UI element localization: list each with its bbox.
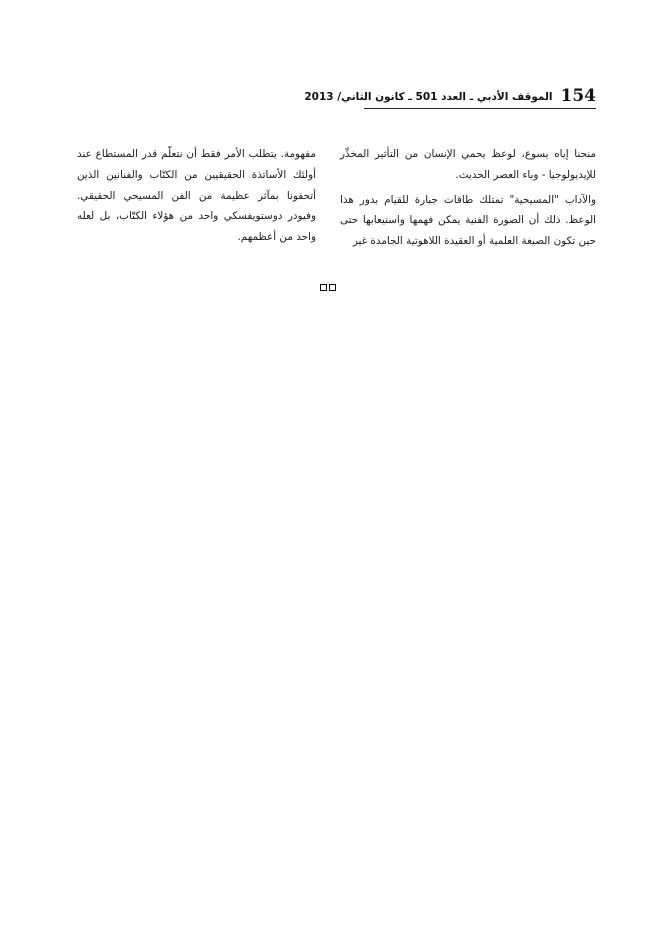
text-column-right [340,144,596,256]
double-square-end-mark-icon [320,284,336,291]
page-header [304,84,596,106]
paragraph-right-1: منحنا إياه يسوع، لوعظ يحمي الإنسان من التأثير المخدِّر للإيديولوجيا - وباء العصر الحديث. [340,148,596,181]
square-icon [320,284,327,291]
page-number: 154 [560,86,596,106]
square-icon [329,284,336,291]
paragraph-left-1: مفهومة. يتطلب الأمر فقط أن نتعلّم قدر المستطاع عند أولئك الأساتذة الحقيقيين من الكتّاب والفنانين الذين أتحفونا بمآثر عظيمة من الفن المسيحي الحقيقي. وفيودر دوستويفسكي واحد من هؤلاء الكتّاب، بل لعله واحد من أعظمهم. [77,148,316,244]
text-column-left [77,144,316,252]
header-rule [364,108,596,109]
paragraph-right-2: والآداب "المسيحية" تمتلك طاقات جبارة للقيام بدور هذا الوعظ. ذلك أن الصورة الفنية يمكن فهمها واستيعابها حتى حين تكون الصيغة العلمية أو العقيدة اللاهوتية الجامدة غير [340,193,596,248]
running-head: الموقف الأدبي ـ العدد 501 ـ كانون الثاني/ 2013 [304,91,553,103]
